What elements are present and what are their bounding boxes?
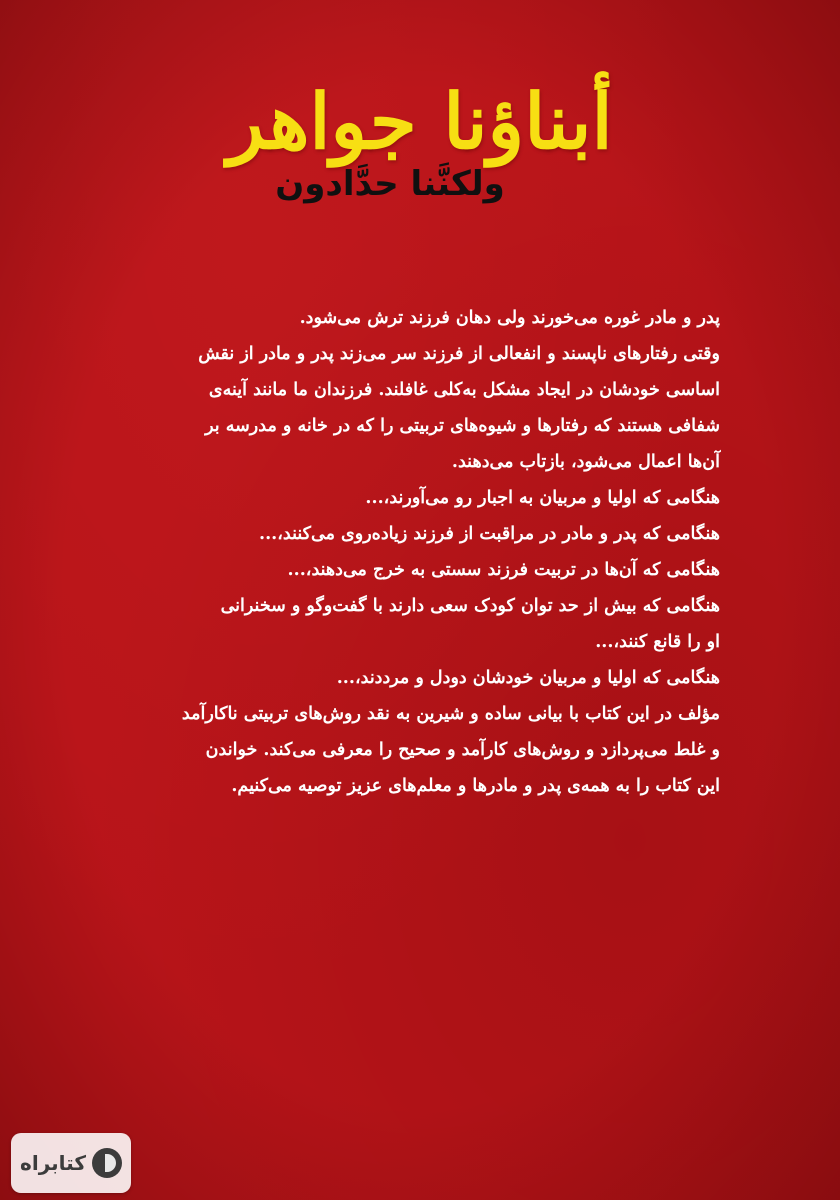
blurb-line: اساسی خودشان در ایجاد مشکل به‌کلی غافلند. فرزندان ما مانند آینه‌ی bbox=[208, 380, 720, 400]
blurb-line: او را قانع کنند،... bbox=[595, 632, 720, 652]
blurb-line: هنگامی که پدر و مادر در مراقبت از فرزند زیاده‌روی می‌کنند،... bbox=[259, 524, 720, 544]
publisher-badge-label: کتابراه bbox=[20, 1151, 86, 1175]
blurb-line: آن‌ها اعمال می‌شود، بازتاب می‌دهند. bbox=[451, 452, 720, 472]
blurb-line: هنگامی که آن‌ها در تربیت فرزند سستی به خرج می‌دهند،... bbox=[287, 560, 720, 580]
publisher-badge[interactable] bbox=[11, 1133, 131, 1193]
blurb-line: هنگامی که اولیا و مربیان به اجبار رو می‌آورند،... bbox=[365, 488, 720, 508]
book-subtitle: ولكنَّنا حدَّادون bbox=[275, 163, 505, 204]
blurb-line: وقتی رفتارهای ناپسند و انفعالی از فرزند سر می‌زند پدر و مادر از نقش bbox=[198, 344, 720, 364]
book-title: أبناؤنا جواهر bbox=[227, 77, 613, 166]
blurb-line: هنگامی که اولیا و مربیان خودشان دودل و مرددند،... bbox=[336, 668, 720, 688]
blurb-line: هنگامی که بیش از حد توان کودک سعی دارند با گفت‌وگو و سخنرانی bbox=[220, 596, 720, 616]
blurb-line: مؤلف در این کتاب با بیانی ساده و شیرین به نقد روش‌های تربیتی ناکارآمد bbox=[181, 704, 720, 724]
blurb-line: شفافی هستند که رفتارها و شیوه‌های تربیتی را که در خانه و مدرسه بر bbox=[205, 416, 720, 436]
taaghche-logo-icon bbox=[92, 1148, 122, 1178]
title-block bbox=[0, 77, 840, 204]
blurb-text bbox=[110, 300, 720, 804]
blurb-line: این کتاب را به همه‌ی پدر و مادرها و معلم‌های عزیز توصیه می‌کنیم. bbox=[231, 776, 720, 796]
blurb-line: و غلط می‌پردازد و روش‌های کارآمد و صحیح را معرفی می‌کند. خواندن bbox=[205, 740, 720, 760]
blurb-line: پدر و مادر غوره می‌خورند ولی دهان فرزند ترش می‌شود. bbox=[299, 308, 720, 328]
